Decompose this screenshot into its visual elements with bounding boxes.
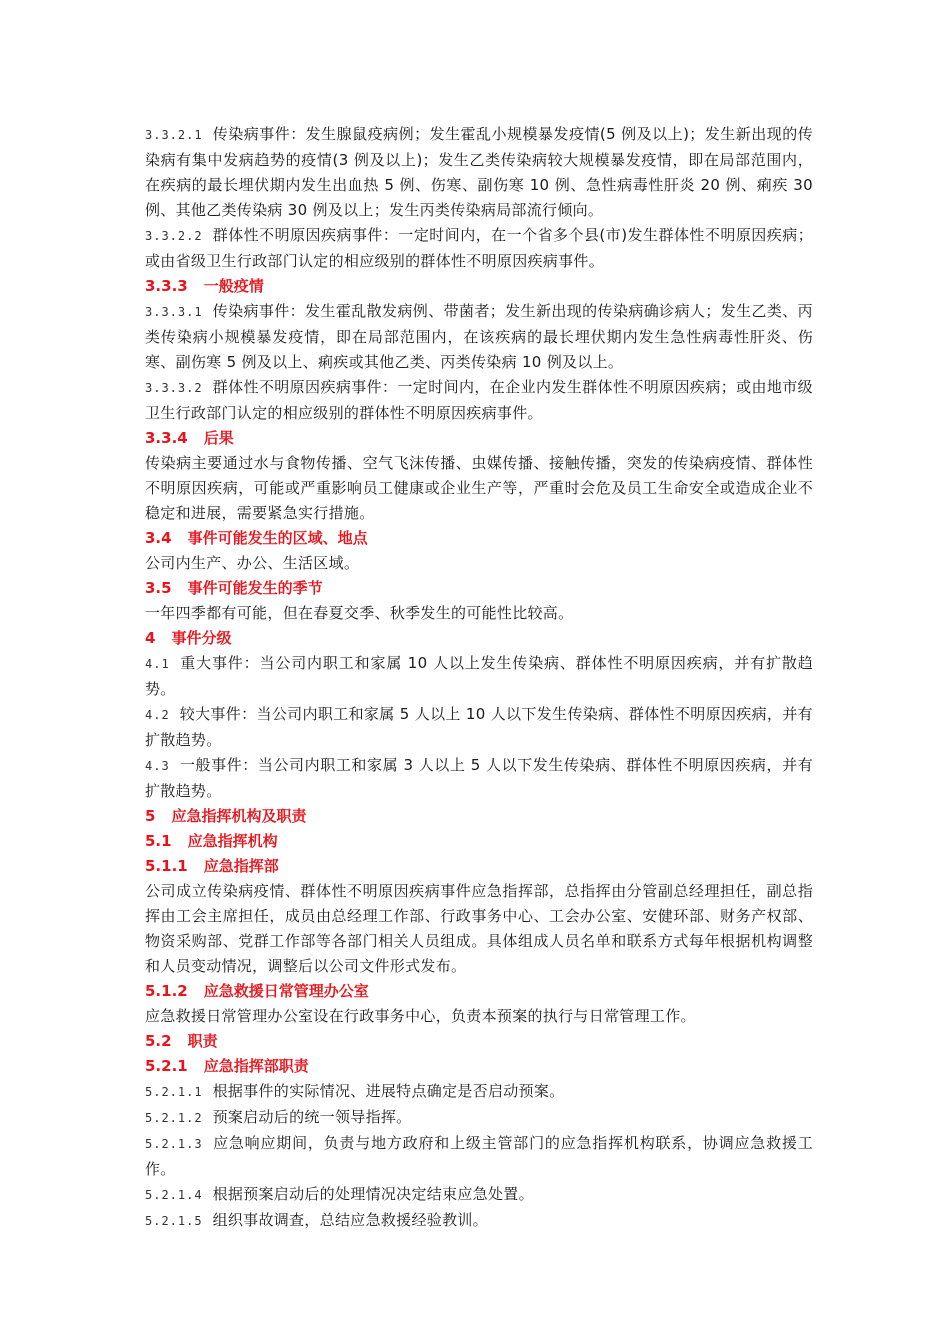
paragraph [145,1208,813,1234]
paragraph-text: 群体性不明原因疾病事件：一定时间内，在企业内发生群体性不明原因疾病；或由地市级卫生行政部门认定的相应级别的群体性不明原因疾病事件。 [145,378,813,422]
clause-number: 3.3.3.2 [145,381,203,395]
heading-number: 3.4 [145,529,172,547]
section-heading [145,1029,813,1054]
paragraph [145,1004,813,1029]
clause-number: 3.3.2.1 [145,128,203,142]
heading-number: 5 [145,807,156,825]
heading-text: 事件分级 [171,629,232,647]
heading-text: 后果 [203,429,234,447]
heading-number: 3.3.3 [145,277,188,295]
paragraph [145,122,813,223]
paragraph-text: 公司成立传染病疫情、群体性不明原因疾病事件应急指挥部，总指挥由分管副总经理担任，副总指挥由工会主席担任，成员由总经理工作部、行政事务中心、工会办公室、安健环部、财务产权部、物资采购部、党群工作部等各部门相关人员组成。具体组成人员名单和联系方式每年根据机构调整和人员变动情况，调整后以公司文件形式发布。 [145,882,813,975]
paragraph-text: 根据事件的实际情况、进展特点确定是否启动预案。 [212,1082,565,1100]
paragraph-text: 预案启动后的统一领导指挥。 [212,1108,412,1126]
heading-text: 一般疫情 [203,277,264,295]
heading-text: 职责 [187,1032,218,1050]
paragraph-text: 传染病主要通过水与食物传播、空气飞沫传播、虫媒传播、接触传播，突发的传染病疫情、群体性不明原因疾病，可能或严重影响员工健康或企业生产等，严重时会危及员工生命安全或造成企业不稳定和进展，需要紧急实行措施。 [145,454,813,522]
heading-text: 事件可能发生的区域、地点 [187,529,368,547]
paragraph-text: 应急响应期间，负责与地方政府和上级主管部门的应急指挥机构联系，协调应急救援工作。 [145,1134,813,1178]
section-heading [145,854,813,879]
heading-number: 5.1.2 [145,982,188,1000]
paragraph-text: 一般事件：当公司内职工和家属 3 人以上 5 人以下发生传染病、群体性不明原因疾病，并有扩散趋势。 [145,756,813,800]
section-heading [145,426,813,451]
clause-number: 4.2 [145,708,170,722]
paragraph [145,651,813,702]
paragraph-text: 应急救援日常管理办公室设在行政事务中心，负责本预案的执行与日常管理工作。 [145,1007,696,1025]
paragraph-text: 群体性不明原因疾病事件：一定时间内，在一个省多个县(市)发生群体性不明原因疾病；或由省级卫生行政部门认定的相应级别的群体性不明原因疾病事件。 [145,226,813,270]
paragraph-text: 组织事故调查，总结应急救援经验教训。 [212,1211,488,1229]
heading-number: 3.5 [145,579,172,597]
paragraph [145,879,813,979]
heading-number: 5.2.1 [145,1057,188,1075]
heading-number: 5.1.1 [145,857,188,875]
clause-number: 5.2.1.5 [145,1214,203,1228]
paragraph [145,1131,813,1182]
paragraph-text: 传染病事件：发生腺鼠疫病例；发生霍乱小规模暴发疫情(5 例及以上)；发生新出现的传染病有集中发病趋势的疫情(3 例及以上)；发生乙类传染病较大规模暴发疫情，即在局部范围内，在疾病的最长埋伏期内发生出血热 5 例、伤寒、副伤寒 10 例、急性病毒性肝炎 20 例、痢疾 30 例、其他乙类传染病 30 例及以上；发生丙类传染病局部流行倾向。 [145,125,813,219]
section-heading [145,829,813,854]
paragraph-text: 一年四季都有可能，但在春夏交季、秋季发生的可能性比较高。 [145,604,574,622]
paragraph [145,702,813,753]
section-heading [145,804,813,829]
paragraph-text: 重大事件：当公司内职工和家属 10 人以上发生传染病、群体性不明原因疾病，并有扩散趋势。 [145,654,813,698]
section-heading [145,526,813,551]
section-heading [145,979,813,1004]
clause-number: 3.3.3.1 [145,305,203,319]
heading-number: 5.2 [145,1032,172,1050]
clause-number: 5.2.1.1 [145,1085,203,1099]
paragraph-text: 传染病事件：发生霍乱散发病例、带菌者；发生新出现的传染病确诊病人；发生乙类、丙类传染病小规模暴发疫情，即在局部范围内，在该疾病的最长埋伏期内发生急性病毒性肝炎、伤寒、副伤寒 5 例及以上、痢疾或其他乙类、丙类传染病 10 例及以上。 [145,302,813,371]
paragraph-text: 较大事件：当公司内职工和家属 5 人以上 10 人以下发生传染病、群体性不明原因疾病，并有扩散趋势。 [145,705,813,749]
heading-number: 5.1 [145,832,172,850]
heading-text: 应急指挥部 [203,857,279,875]
paragraph [145,299,813,375]
section-heading [145,576,813,601]
paragraph [145,601,813,626]
heading-text: 应急救援日常管理办公室 [203,982,369,1000]
paragraph [145,451,813,526]
clause-number: 5.2.1.2 [145,1111,203,1125]
section-heading [145,626,813,651]
paragraph-text: 根据预案启动后的处理情况决定结束应急处置。 [212,1185,534,1203]
paragraph-text: 公司内生产、办公、生活区域。 [145,554,360,572]
clause-number: 4.1 [145,657,170,671]
paragraph [145,1079,813,1105]
clause-number: 3.3.2.2 [145,229,203,243]
paragraph [145,753,813,804]
heading-number: 3.3.4 [145,429,188,447]
heading-number: 4 [145,629,156,647]
clause-number: 5.2.1.3 [145,1137,203,1151]
paragraph [145,551,813,576]
heading-text: 事件可能发生的季节 [187,579,323,597]
heading-text: 应急指挥机构 [187,832,278,850]
paragraph [145,223,813,274]
heading-text: 应急指挥部职责 [203,1057,309,1075]
clause-number: 5.2.1.4 [145,1188,203,1202]
section-heading [145,274,813,299]
paragraph [145,1105,813,1131]
paragraph [145,1182,813,1208]
heading-text: 应急指挥机构及职责 [171,807,307,825]
section-heading [145,1054,813,1079]
clause-number: 4.3 [145,759,170,773]
document-body [145,122,813,1234]
paragraph [145,375,813,426]
